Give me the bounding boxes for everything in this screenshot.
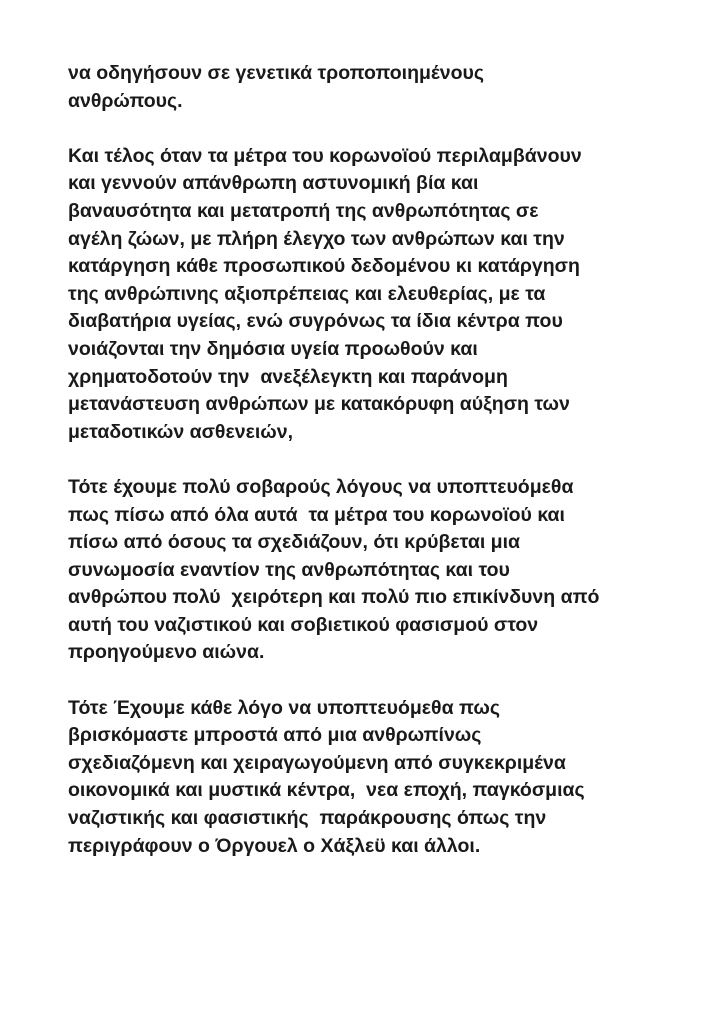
paragraph-1 — [68, 60, 688, 115]
text-line: βρισκόμαστε μπροστά από μια ανθρωπίνως — [68, 724, 482, 747]
text-line: αυτή του ναζιστικού και σοβιετικού φασισμού στον — [68, 613, 539, 636]
text-line: Και τέλος όταν τα μέτρα του κορωνοϊού περιλαμβάνουν — [68, 144, 582, 167]
text-line: της ανθρώπινης αξιοπρέπειας και ελευθερίας, με τα — [68, 282, 546, 305]
paragraph-4 — [68, 695, 688, 861]
text-line: ανθρώπου πολύ χειρότερη και πολύ πιο επικίνδυνη από — [68, 586, 600, 609]
text-line: ανθρώπους. — [68, 89, 183, 112]
text-line: μετανάστευση ανθρώπων με κατακόρυφη αύξηση των — [68, 393, 570, 416]
text-line: συνωμοσία εναντίον της ανθρωπότητας και του — [68, 558, 510, 581]
text-line: μεταδοτικών ασθενειών, — [68, 420, 293, 443]
text-line: περιγράφουν ο Όργουελ ο Χάξλεϋ και άλλοι. — [68, 834, 481, 857]
text-line: οικονομικά και μυστικά κέντρα, νεα εποχή, παγκόσμιας — [68, 779, 585, 802]
text-line: προηγούμενο αιώνα. — [68, 641, 265, 664]
text-line: πίσω από όσους τα σχεδιάζουν, ότι κρύβεται μια — [68, 531, 521, 554]
text-line: κατάργηση κάθε προσωπικού δεδομένου κι κατάργηση — [68, 255, 580, 278]
text-line: ναζιστικής και φασιστικής παράκρουσης όπως την — [68, 807, 547, 830]
text-line: σχεδιαζόμενη και χειραγωγούμενη από συγκεκριμένα — [68, 751, 566, 774]
paragraph-3 — [68, 474, 688, 667]
text-line: πως πίσω από όλα αυτά τα μέτρα του κορωνοϊού και — [68, 503, 565, 526]
text-line: Τότε έχουμε πολύ σοβαρούς λόγους να υποπτευόμεθα — [68, 475, 574, 498]
document-body — [68, 60, 688, 888]
text-line: Τότε Έχουμε κάθε λόγο να υποπτευόμεθα πως — [68, 696, 500, 719]
text-line: νοιάζονται την δημόσια υγεία προωθούν και — [68, 337, 478, 360]
text-line: να οδηγήσουν σε γενετικά τροποποιημένους — [68, 62, 484, 84]
text-line: διαβατήρια υγείας, ενώ συγρόνως τα ίδια κέντρα που — [68, 310, 563, 333]
paragraph-2 — [68, 143, 688, 447]
text-line: και γεννούν απάνθρωπη αστυνομική βία και — [68, 172, 479, 195]
text-line: αγέλη ζώων, με πλήρη έλεγχο των ανθρώπων και την — [68, 227, 565, 250]
text-line: βαναυσότητα και μετατροπή της ανθρωπότητας σε — [68, 199, 539, 222]
text-line: χρηματοδοτούν την ανεξέλεγκτη και παράνομη — [68, 365, 508, 388]
